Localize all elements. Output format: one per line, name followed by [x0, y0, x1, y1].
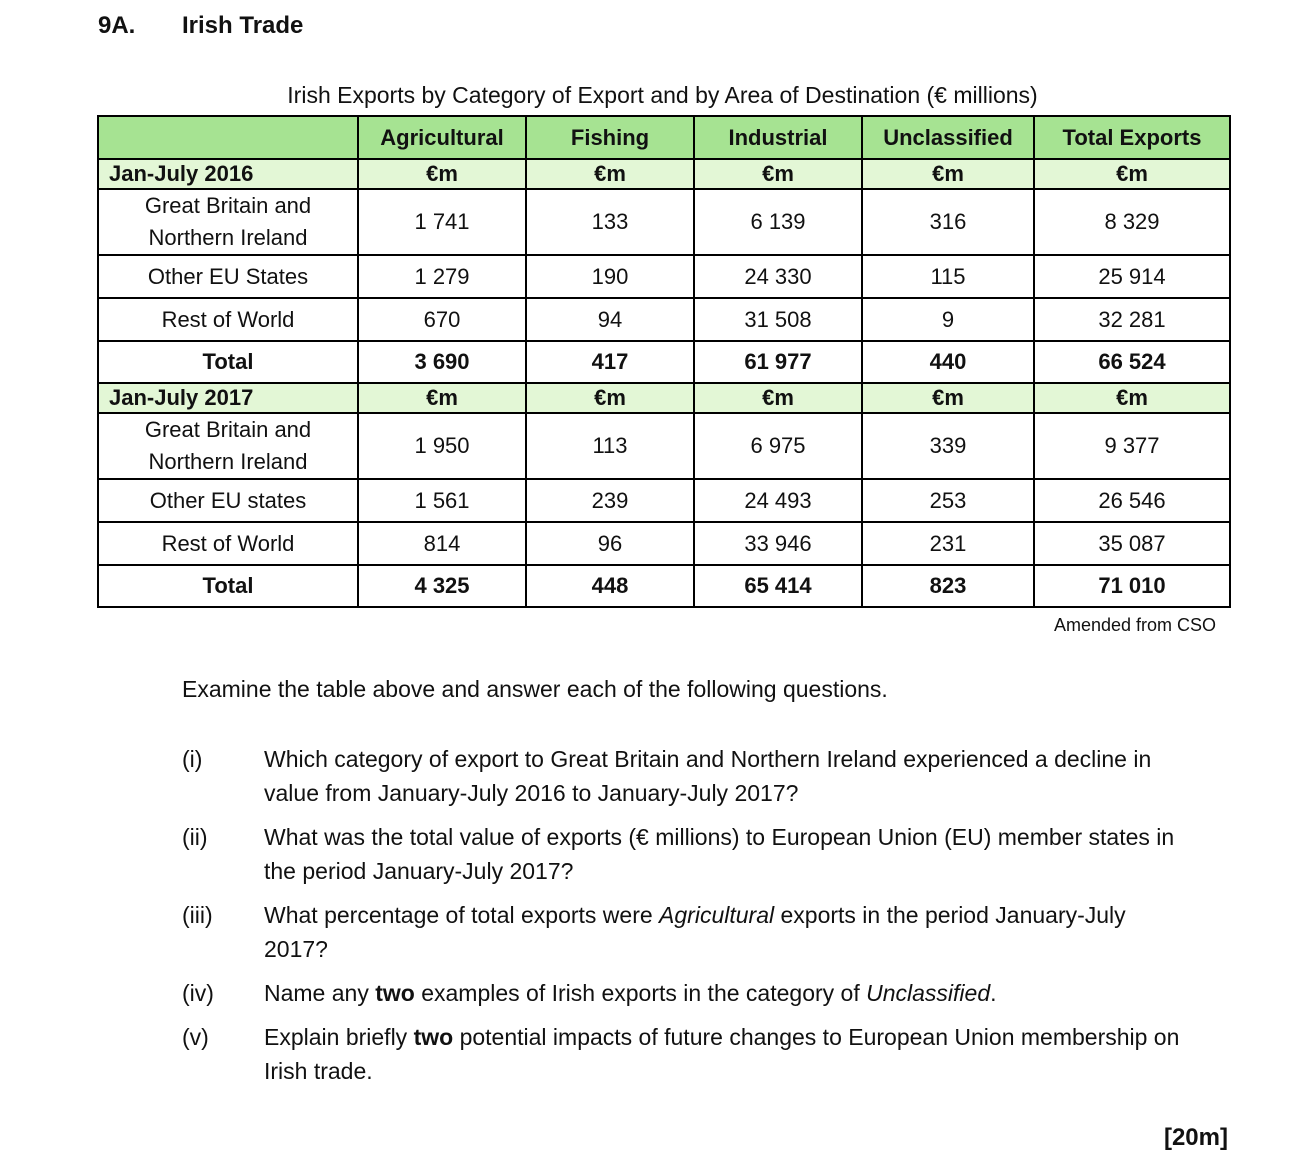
value-cell: 115 [862, 255, 1034, 298]
text-part: potential impacts of future changes to European Union membership on Irish trade. [264, 1024, 1180, 1084]
emphasis-two: two [413, 1024, 454, 1050]
total-cell: 4 325 [358, 565, 526, 607]
table-caption: Irish Exports by Category of Export and by Area of Destination (€ millions) [287, 82, 1038, 108]
value-cell: 6 139 [694, 189, 862, 255]
value-cell: 1 279 [358, 255, 526, 298]
question-text [264, 976, 1192, 1010]
emphasis-agricultural: Agricultural [659, 902, 775, 928]
text-part: Explain briefly [264, 1024, 414, 1050]
question-ii [182, 820, 1192, 888]
value-cell: 24 493 [694, 479, 862, 522]
unit-cell: €m [862, 383, 1034, 413]
table-row [98, 413, 1230, 479]
header-cell-fishing: Fishing [526, 116, 694, 159]
value-cell: 31 508 [694, 298, 862, 341]
total-cell: 3 690 [358, 341, 526, 383]
value-cell: 8 329 [1034, 189, 1230, 255]
question-text: What was the total value of exports (€ millions) to European Union (EU) member states in the period January-July 2017? [264, 824, 1175, 884]
question-num: (ii) [182, 824, 208, 850]
value-cell: 113 [526, 413, 694, 479]
value-cell: 253 [862, 479, 1034, 522]
question-iii [182, 898, 1192, 966]
text-part: Name any [264, 980, 376, 1006]
emphasis-two: two [375, 980, 415, 1006]
question-v [182, 1020, 1192, 1088]
value-cell: 33 946 [694, 522, 862, 565]
value-cell: 94 [526, 298, 694, 341]
unit-cell: €m [358, 159, 526, 189]
table-row [98, 189, 1230, 255]
value-cell: 133 [526, 189, 694, 255]
total-cell: 440 [862, 341, 1034, 383]
question-text: Which category of export to Great Britain and Northern Ireland experienced a decline in value from January-July 2016 to January-July 2017? [264, 746, 1152, 806]
total-cell: 65 414 [694, 565, 862, 607]
question-title: Irish Trade [182, 12, 304, 39]
table-row [98, 522, 1230, 565]
text-part: examples of Irish exports in the category of [414, 980, 867, 1006]
exports-table [97, 115, 1231, 608]
emphasis-unclassified: Unclassified [866, 980, 991, 1006]
table-row [98, 255, 1230, 298]
total-cell: 448 [526, 565, 694, 607]
question-iv [182, 976, 1192, 1010]
value-cell: 339 [862, 413, 1034, 479]
value-cell: 26 546 [1034, 479, 1230, 522]
value-cell: 35 087 [1034, 522, 1230, 565]
unit-cell: €m [694, 383, 862, 413]
header-cell-blank [98, 116, 358, 159]
value-cell: 231 [862, 522, 1034, 565]
unit-cell: €m [1034, 159, 1230, 189]
value-cell: 239 [526, 479, 694, 522]
question-text [264, 898, 1192, 966]
row-label: Great Britain and Northern Ireland [98, 189, 358, 255]
row-label: Total [98, 341, 358, 383]
unit-cell: €m [862, 159, 1034, 189]
row-label: Rest of World [98, 298, 358, 341]
unit-cell: €m [694, 159, 862, 189]
unit-cell: €m [358, 383, 526, 413]
table-source: Amended from CSO [1053, 615, 1216, 635]
period-row-2017 [98, 383, 1230, 413]
marks: [20m] [1163, 1124, 1228, 1151]
question-num: (iv) [182, 980, 214, 1006]
instructions: Examine the table above and answer each of the following questions. [182, 676, 888, 702]
value-cell: 96 [526, 522, 694, 565]
value-cell: 190 [526, 255, 694, 298]
value-cell: 1 741 [358, 189, 526, 255]
text-part: exports in the period January-July 2017? [264, 902, 1126, 962]
header-cell-unclassified: Unclassified [862, 116, 1034, 159]
header-cell-total-exports: Total Exports [1034, 116, 1230, 159]
unit-cell: €m [1034, 383, 1230, 413]
total-cell: 66 524 [1034, 341, 1230, 383]
value-cell: 32 281 [1034, 298, 1230, 341]
row-label: Other EU states [98, 479, 358, 522]
question-num: (v) [182, 1024, 209, 1050]
header-cell-agricultural: Agricultural [358, 116, 526, 159]
header-cell-industrial: Industrial [694, 116, 862, 159]
total-row-2017 [98, 565, 1230, 607]
period-label: Jan-July 2016 [98, 159, 358, 189]
question-num: (i) [182, 746, 203, 772]
row-label: Total [98, 565, 358, 607]
value-cell: 9 [862, 298, 1034, 341]
value-cell: 24 330 [694, 255, 862, 298]
total-cell: 71 010 [1034, 565, 1230, 607]
total-cell: 823 [862, 565, 1034, 607]
text-part: . [990, 980, 997, 1006]
value-cell: 814 [358, 522, 526, 565]
value-cell: 9 377 [1034, 413, 1230, 479]
question-i [182, 742, 1192, 810]
period-row-2016 [98, 159, 1230, 189]
total-row-2016 [98, 341, 1230, 383]
question-num: (iii) [182, 902, 213, 928]
question-text [264, 1020, 1192, 1088]
unit-cell: €m [526, 159, 694, 189]
row-label: Rest of World [98, 522, 358, 565]
value-cell: 1 561 [358, 479, 526, 522]
question-number: 9A. [98, 12, 136, 39]
value-cell: 670 [358, 298, 526, 341]
value-cell: 316 [862, 189, 1034, 255]
total-cell: 417 [526, 341, 694, 383]
text-part: What percentage of total exports were [264, 902, 660, 928]
table-row [98, 479, 1230, 522]
row-label: Other EU States [98, 255, 358, 298]
table-row [98, 298, 1230, 341]
value-cell: 1 950 [358, 413, 526, 479]
table-header-row [98, 116, 1230, 159]
value-cell: 25 914 [1034, 255, 1230, 298]
row-label: Great Britain and Northern Ireland [98, 413, 358, 479]
total-cell: 61 977 [694, 341, 862, 383]
period-label: Jan-July 2017 [98, 383, 358, 413]
unit-cell: €m [526, 383, 694, 413]
value-cell: 6 975 [694, 413, 862, 479]
